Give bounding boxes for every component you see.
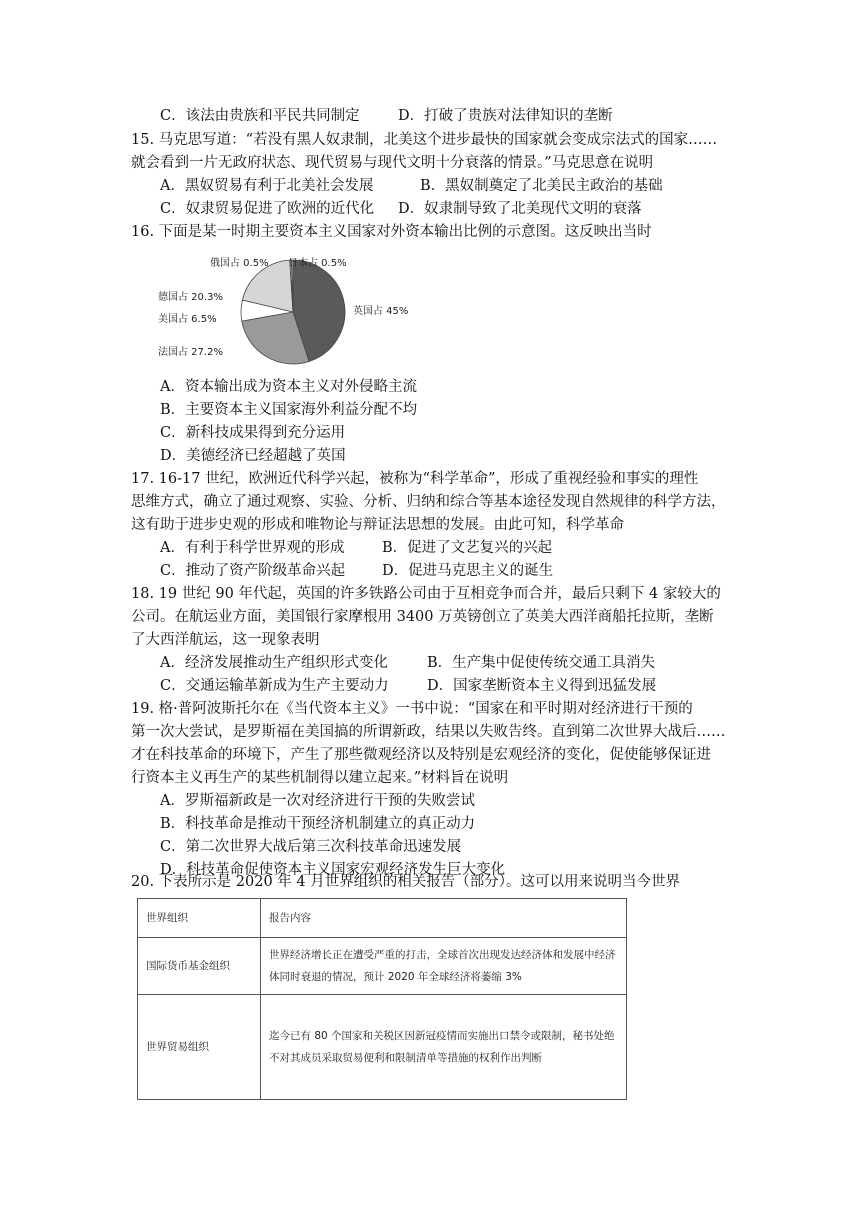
q17-option-b: B．促进了文艺复兴的兴起 [382, 540, 553, 556]
q15-option-c: C．奴隶贸易促进了欧洲的近代化 [160, 201, 375, 217]
q17-options-ab [160, 538, 553, 558]
pie-slice-label: 日本占 0.5% [288, 258, 347, 269]
q17-option-a: A．有利于科学世界观的形成 [160, 540, 345, 556]
q17-stem-line-1: 17. 16-17 世纪，欧洲近代科学兴起，被称为“科学革命”，形成了重视经验和事实的理性 [131, 471, 699, 487]
q16-option-c: C．新科技成果得到充分运用 [160, 425, 346, 441]
q19-option-a: A．罗斯福新政是一次对经济进行干预的失败尝试 [160, 793, 475, 809]
q15-stem-line-1: 15. 马克思写道：“若没有黑人奴隶制，北美这个进步最快的国家就会变成宗法式的国家…… [131, 132, 718, 148]
table-cell-organization: 国际货币基金组织 [138, 938, 261, 995]
capital-export-pie-chart [148, 248, 438, 370]
q15-option-a: A．黑奴贸易有利于北美社会发展 [160, 178, 374, 194]
q19-stem-line-3: 才在科技革命的环境下，产生了那些微观经济以及特别是宏观经济的变化，促使能够保证进 [131, 747, 711, 763]
q15-option-b: B．黑奴制奠定了北美民主政治的基础 [420, 178, 663, 194]
q18-options-ab [160, 653, 656, 673]
q15-options-ab [160, 176, 663, 196]
q17-option-c: C．推动了资产阶级革命兴起 [160, 563, 346, 579]
q17-stem-line-3: 这有助于进步史观的形成和唯物论与辩证法思想的发展。由此可知，科学革命 [131, 517, 624, 533]
q19-option-d: D．科技革命促使资本主义国家宏观经济发生巨大变化 [160, 862, 506, 878]
q15-stem-line-2: 就会看到一片无政府状态、现代贸易与现代文明十分衰落的情景。”马克思意在说明 [131, 155, 654, 171]
q20-stem: 20. 下表所示是 2020 年 4 月世界组织的相关报告（部分）。这可以用来说明当今世界 [131, 874, 680, 890]
pie-slice-label: 英国占 45% [353, 306, 409, 317]
q19-stem-line-4: 行资本主义再生产的某些机制得以建立起来。”材料旨在说明 [131, 770, 509, 786]
table-row [138, 995, 627, 1100]
q17-stem-line-2: 思维方式，确立了通过观察、实验、分析、归纳和综合等基本途径发现自然规律的科学方法， [131, 494, 726, 510]
q15-options-cd [160, 199, 642, 219]
q14-options-cd [160, 106, 613, 126]
q14-option-d: D．打破了贵族对法律知识的垄断 [398, 108, 613, 124]
q18-stem-line-3: 了大西洋航运，这一现象表明 [131, 632, 320, 648]
table-row [138, 938, 627, 995]
pie-slice-label: 俄国占 0.5% [210, 258, 269, 269]
q15-option-d: D．奴隶制导致了北美现代文明的衰落 [398, 201, 642, 217]
q16-option-d: D．美德经济已经超越了英国 [160, 448, 346, 464]
pie-slice-label: 美国占 6.5% [158, 314, 217, 325]
table-cell-content: 迄今已有 80 个国家和关税区因新冠疫情而实施出口禁令或限制，秘书处绝不对其成员采取贸易便利和限制清单等措施的权利作出判断 [261, 995, 627, 1100]
q16-stem: 16. 下面是某一时期主要资本主义国家对外资本输出比例的示意图。这反映出当时 [131, 224, 652, 240]
table-header-row [138, 899, 627, 938]
table-header-organization: 世界组织 [138, 899, 261, 938]
q18-stem-line-2: 公司。在航运业方面，美国银行家摩根用 3400 万英镑创立了英美大西洋商船托拉斯，垄断 [131, 609, 714, 625]
table-cell-content: 世界经济增长正在遭受严重的打击，全球首次出现发达经济体和发展中经济体同时衰退的情况，预计 2020 年全球经济将萎缩 3% [261, 938, 627, 995]
q18-options-cd [160, 676, 657, 696]
table-header-content: 报告内容 [261, 899, 627, 938]
q18-option-c: C．交通运输革新成为生产主要动力 [160, 678, 389, 694]
q17-option-d: D．促进马克思主义的诞生 [382, 563, 554, 579]
q18-option-b: B．生产集中促使传统交通工具消失 [427, 655, 656, 671]
q17-options-cd [160, 561, 554, 581]
q19-stem-line-2: 第一次大尝试，是罗斯福在美国搞的所谓新政，结果以失败告终。直到第二次世界大战后…… [131, 724, 726, 740]
q16-option-b: B．主要资本主义国家海外利益分配不均 [160, 402, 418, 418]
q16-option-a: A．资本输出成为资本主义对外侵略主流 [160, 379, 417, 395]
table-cell-organization: 世界贸易组织 [138, 995, 261, 1100]
pie-slice-label: 德国占 20.3% [158, 292, 223, 303]
q18-option-d: D．国家垄断资本主义得到迅猛发展 [427, 678, 657, 694]
q19-stem-line-1: 19. 格·普阿波斯托尔在《当代资本主义》一书中说：“国家在和平时期对经济进行干预的 [131, 701, 693, 717]
q18-stem-line-1: 18. 19 世纪 90 年代起，英国的许多铁路公司由于互相竞争而合并，最后只剩下 4 家较大的 [131, 586, 721, 602]
q14-option-c: C．该法由贵族和平民共同制定 [160, 108, 360, 124]
world-organization-report-table [137, 898, 627, 1100]
q19-option-c: C．第二次世界大战后第三次科技革命迅速发展 [160, 839, 462, 855]
q18-option-a: A．经济发展推动生产组织形式变化 [160, 655, 388, 671]
pie-slice-label: 法国占 27.2% [158, 347, 223, 358]
q19-option-b: B．科技革命是推动干预经济机制建立的真正动力 [160, 816, 476, 832]
